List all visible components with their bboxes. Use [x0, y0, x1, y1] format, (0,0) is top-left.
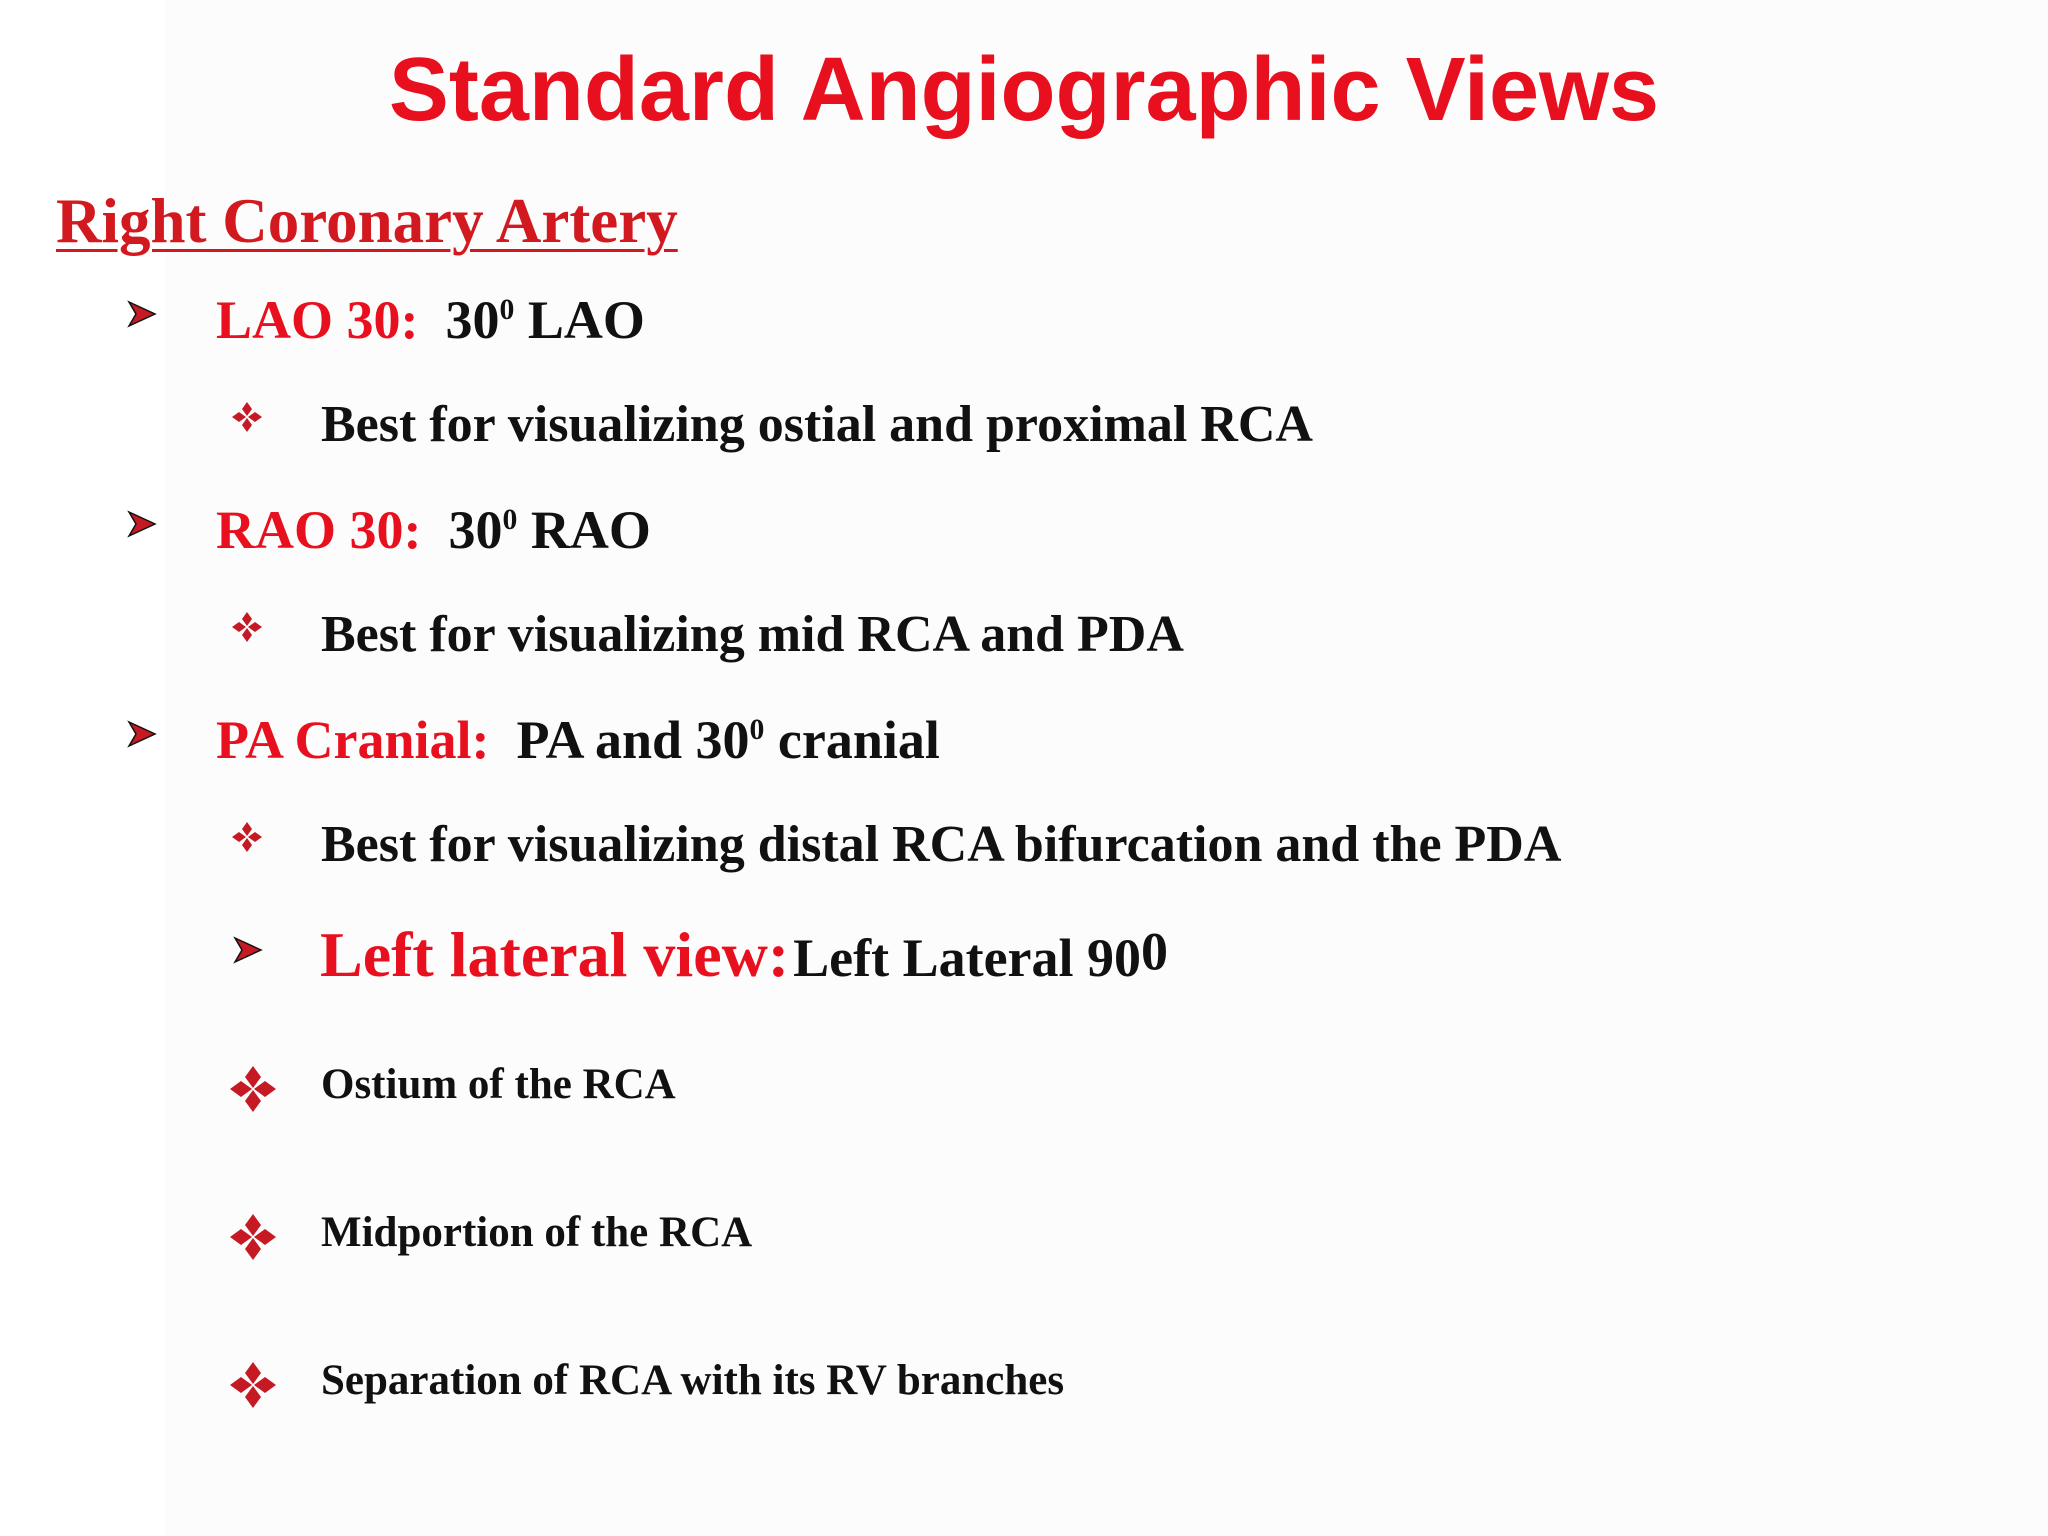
- item-value-suffix: RAO: [517, 500, 651, 560]
- four-diamond-icon: [230, 1362, 276, 1408]
- list-item-rv-branches: Separation of RCA with its RV branches: [321, 1357, 1065, 1404]
- list-item-rao-30: [216, 498, 651, 562]
- four-diamond-icon: [230, 1214, 276, 1260]
- list-item-mid-rca-pda: Best for visualizing mid RCA and PDA: [321, 606, 1184, 663]
- arrowhead-icon: [126, 508, 158, 540]
- four-diamond-icon: [232, 402, 262, 432]
- slide-title: Standard Angiographic Views: [388, 40, 1660, 140]
- list-item-pa-cranial: [216, 708, 940, 772]
- item-value-prefix: 30: [445, 290, 500, 350]
- item-value-suffix: cranial: [764, 710, 940, 770]
- item-label: Left lateral view:: [320, 919, 790, 990]
- degree-superscript: 0: [749, 714, 765, 746]
- arrowhead-icon: [126, 718, 158, 750]
- item-value-prefix: 30: [448, 500, 503, 560]
- list-item-midportion-rca: Midportion of the RCA: [321, 1209, 753, 1256]
- degree-superscript: 0: [499, 294, 515, 326]
- item-value-prefix: PA and 30: [516, 710, 750, 770]
- arrowhead-icon: [232, 934, 264, 966]
- item-label: PA Cranial:: [216, 710, 490, 770]
- degree-superscript: 0: [502, 504, 518, 536]
- section-heading: Right Coronary Artery: [56, 186, 678, 256]
- item-label: LAO 30:: [216, 290, 419, 350]
- degree-superscript: 0: [1141, 921, 1169, 982]
- list-item-ostial-proximal-rca: Best for visualizing ostial and proximal RCA: [321, 396, 1313, 453]
- list-item-left-lateral-view: [320, 918, 1168, 992]
- item-value-prefix: Left Lateral 90: [793, 928, 1142, 988]
- item-value-suffix: LAO: [514, 290, 645, 350]
- list-item-distal-rca-bifurcation: Best for visualizing distal RCA bifurcation and the PDA: [321, 816, 1562, 873]
- arrowhead-icon: [126, 298, 158, 330]
- four-diamond-icon: [232, 822, 262, 852]
- four-diamond-icon: [230, 1066, 276, 1112]
- four-diamond-icon: [232, 612, 262, 642]
- item-label: RAO 30:: [216, 500, 422, 560]
- list-item-lao-30: [216, 288, 645, 352]
- list-item-ostium-rca: Ostium of the RCA: [321, 1061, 676, 1108]
